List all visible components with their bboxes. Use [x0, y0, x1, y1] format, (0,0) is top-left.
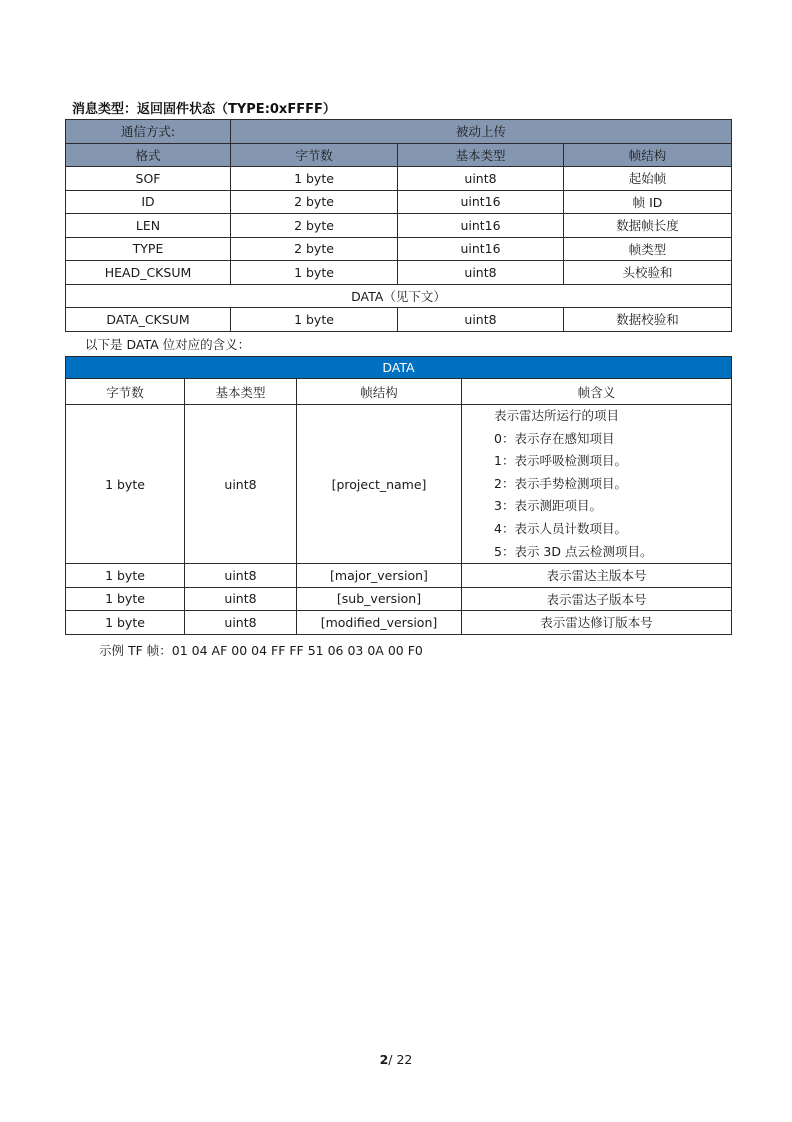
table-cell: 表示雷达子版本号 [462, 587, 732, 611]
table-cell: 表示雷达修订版本号 [462, 611, 732, 635]
table-cell: 头校验和 [564, 261, 732, 285]
table-cell: TYPE [66, 237, 231, 261]
table-cell: 起始帧 [564, 167, 732, 191]
table-row [66, 587, 732, 611]
example-frame: 示例 TF 帧：01 04 AF 00 04 FF FF 51 06 03 0A 00 F0 [99, 643, 423, 658]
table-cell: DATA_CKSUM [66, 308, 231, 332]
header-cell: 字节数 [231, 143, 398, 167]
table-cell: [major_version] [297, 564, 462, 588]
table-header-row [66, 379, 732, 405]
table-cell: 1 byte [66, 564, 185, 588]
table-cell: 帧 ID [564, 190, 732, 214]
table-cell: 1 byte [231, 308, 398, 332]
table-row [66, 237, 732, 261]
header-cell: 帧结构 [297, 379, 462, 405]
header-cell: 基本类型 [185, 379, 297, 405]
table-cell: 1 byte [231, 261, 398, 285]
table-cell: [sub_version] [297, 587, 462, 611]
page-total: / 22 [388, 1052, 413, 1067]
meaning-line: 0：表示存在感知项目 [494, 430, 615, 446]
table-cell: 帧类型 [564, 237, 732, 261]
table-row [66, 611, 732, 635]
table-cell: ID [66, 190, 231, 214]
table-row [66, 261, 732, 285]
table-cell: 表示雷达主版本号 [462, 564, 732, 588]
data-banner-row [66, 357, 732, 379]
table-row [66, 190, 732, 214]
comm-mode-row [66, 120, 732, 144]
table-cell: 1 byte [66, 405, 185, 564]
table-cell: uint8 [398, 308, 564, 332]
table-cell: [project_name] [297, 405, 462, 564]
table-cell: 1 byte [66, 587, 185, 611]
meaning-line: 5：表示 3D 点云检测项目。 [494, 543, 653, 559]
table-cell: [modified_version] [297, 611, 462, 635]
header-cell: 帧结构 [564, 143, 732, 167]
frame-format-table [65, 119, 732, 332]
project-name-row [66, 405, 732, 564]
table-cell: 数据校验和 [564, 308, 732, 332]
table-cell: 2 byte [231, 214, 398, 238]
table-row [66, 564, 732, 588]
meaning-line: 2：表示手势检测项目。 [494, 475, 627, 491]
table-cell: uint16 [398, 190, 564, 214]
table-header-row [66, 143, 732, 167]
data-banner: DATA [66, 357, 732, 379]
table-cell: HEAD_CKSUM [66, 261, 231, 285]
table-cell: uint8 [185, 564, 297, 588]
table-cell: uint8 [398, 167, 564, 191]
table-cell: 1 byte [66, 611, 185, 635]
data-placeholder-row [66, 284, 732, 308]
data-fields-table [65, 356, 732, 635]
page-number: 2 [379, 1052, 389, 1067]
header-cell: 字节数 [66, 379, 185, 405]
table-cell: uint8 [185, 611, 297, 635]
data-placeholder-cell: DATA（见下文） [66, 284, 732, 308]
table-cell: LEN [66, 214, 231, 238]
comm-mode-label: 通信方式: [66, 120, 231, 144]
meaning-line: 3：表示测距项目。 [494, 498, 602, 514]
table-cell: uint8 [398, 261, 564, 285]
meaning-line: 表示雷达所运行的项目 [494, 408, 620, 423]
table-cell: uint16 [398, 237, 564, 261]
meaning-line: 1：表示呼吸检测项目。 [494, 453, 627, 469]
header-cell: 格式 [66, 143, 231, 167]
meaning-line: 4：表示人员计数项目。 [494, 520, 627, 536]
message-type-title: 消息类型：返回固件状态（TYPE:0xFFFF） [72, 102, 336, 117]
table-row [66, 167, 732, 191]
data-meaning-note: 以下是 DATA 位对应的含义： [85, 337, 251, 352]
project-meaning-cell [462, 405, 732, 564]
table-cell: 1 byte [231, 167, 398, 191]
table-row [66, 308, 732, 332]
table-cell: 数据帧长度 [564, 214, 732, 238]
table-cell: 2 byte [231, 190, 398, 214]
table-cell: uint16 [398, 214, 564, 238]
table-cell: uint8 [185, 587, 297, 611]
table-row [66, 214, 732, 238]
page-footer [0, 1052, 792, 1067]
comm-mode-value: 被动上传 [231, 120, 732, 144]
header-cell: 帧含义 [462, 379, 732, 405]
table-cell: SOF [66, 167, 231, 191]
table-cell: 2 byte [231, 237, 398, 261]
header-cell: 基本类型 [398, 143, 564, 167]
table-cell: uint8 [185, 405, 297, 564]
